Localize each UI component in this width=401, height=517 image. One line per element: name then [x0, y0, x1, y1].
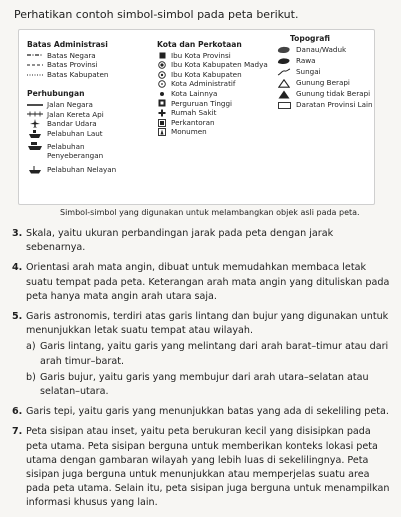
mountain-icon: [276, 90, 292, 99]
legend-row: [276, 89, 373, 100]
item-text: Orientasi arah mata angin, dibuat untuk memudahkan membaca letak suatu tempat pada peta. Keterangan arah mata angin yang dituliskan pada peta hanya mata angin arah utara saja.: [26, 262, 390, 302]
item-text: Garis tepi, yaitu garis yang menunjukkan batas yang ada di sekeliling peta.: [26, 406, 389, 418]
airport-icon: [27, 119, 43, 128]
legend-row: [276, 67, 373, 78]
ring-dot-icon: [157, 71, 167, 79]
item-number: 6.: [12, 406, 23, 418]
legend-row: [27, 129, 116, 140]
legend-label: Ibu Kota Kabupaten: [171, 69, 242, 79]
legend-row: [157, 51, 268, 61]
monument-icon: [157, 128, 167, 136]
item-body: [26, 310, 394, 399]
legend-row: [157, 70, 268, 80]
ferry-port-icon: [27, 142, 43, 151]
legend-row: [157, 127, 268, 137]
batas-title: Batas Administrasi: [27, 40, 108, 49]
legend-row: [157, 60, 268, 70]
legend-label: Batas Kabupaten: [47, 69, 109, 79]
legend-row: [157, 79, 268, 89]
road-icon: [27, 103, 43, 107]
border-regency-icon: [27, 73, 43, 77]
legend-label: Gunung tidak Berapi: [296, 89, 371, 99]
other-province-land-icon: [276, 102, 292, 109]
legend-label: Pelabuhan Nelayan: [47, 164, 117, 174]
legend-row: [157, 118, 268, 128]
list-item: [12, 261, 394, 304]
map-legend-figure: [18, 29, 375, 205]
legend-row: [27, 110, 116, 120]
legend-row: [276, 78, 373, 89]
legend-label: Gunung Berapi: [296, 78, 350, 88]
square-filled-icon: [157, 52, 167, 59]
hospital-icon: [157, 109, 167, 117]
legend-label: Daratan Provinsi Lain: [296, 100, 373, 110]
legend-column-middle: [157, 40, 268, 137]
swamp-icon: [276, 57, 292, 65]
item-number: 4.: [12, 262, 23, 274]
legend-label: Danau/Waduk: [296, 45, 347, 55]
list-item: [12, 227, 394, 255]
legend-row: [27, 51, 116, 61]
office-icon: [157, 119, 167, 127]
legend-row: [27, 100, 116, 110]
legend-label: Monumen: [171, 127, 207, 137]
legend-label: Rumah Sakit: [171, 108, 217, 118]
border-country-icon: [27, 53, 43, 57]
legend-label: Batas Provinsi: [47, 60, 98, 70]
figure-caption: Simbol-simbol yang digunakan untuk melambangkan objek asli pada peta.: [60, 208, 360, 217]
legend-row: [157, 89, 268, 99]
item-number: 3.: [12, 228, 23, 239]
item-text: Skala, yaitu ukuran perbandingan jarak pada peta dengan jarak sebenarnya.: [26, 228, 334, 254]
topografi-title: Topografi: [290, 34, 330, 43]
river-icon: [276, 68, 292, 76]
volcano-icon: [276, 79, 292, 88]
list-item: [12, 310, 394, 399]
perhubungan-title: Perhubungan: [27, 89, 85, 99]
sub-item-text: Garis bujur, yaitu garis yang membujur dari arah utara–selatan atau selatan–utara.: [40, 371, 369, 398]
legend-row: [27, 165, 116, 175]
legend-label: Bandar Udara: [47, 119, 97, 129]
legend-row: [276, 45, 373, 56]
legend-label: Pelabuhan Laut: [47, 129, 103, 139]
item-text: Peta sisipan atau inset, yaitu peta berukuran kecil yang disisipkan pada peta utama. Peta sisipan berguna untuk memberikan konteks lokasi peta utama dengan gambaran wilayah yang lebih luas di sekelilingnya. Peta sisipan juga berguna untuk menunjukkan atau memperjelas suatu area pada peta utama. Selain itu, peta sisipan juga berguna untuk menampilkan informasi khusus yang lain.: [26, 426, 390, 509]
legend-label: Kota Administratif: [171, 79, 236, 89]
legend-label: Ibu Kota Kabupaten Madya: [171, 60, 268, 70]
list-item: [12, 405, 394, 419]
legend-row: [27, 140, 116, 162]
dot-icon: [157, 91, 167, 97]
item-number: 7.: [12, 426, 23, 438]
kota-title: Kota dan Perkotaan: [157, 40, 242, 49]
legend-row: [27, 70, 116, 80]
legend-column-left: [27, 40, 116, 174]
sub-item: [26, 340, 394, 368]
fishing-port-icon: [27, 166, 43, 174]
legend-label: Perkantoran: [171, 117, 215, 127]
seaport-icon: [27, 130, 43, 139]
sub-item-text: Garis lintang, yaitu garis yang melintang dari arah barat–timur atau dari arah timur–barat.: [40, 341, 389, 367]
legend-row: [157, 99, 268, 109]
list-item: [12, 425, 394, 510]
item-number: 5.: [12, 311, 23, 323]
legend-label: Pelabuhan Penyeberangan: [47, 141, 104, 161]
university-icon: [157, 99, 167, 107]
legend-row: [27, 119, 116, 129]
legend-label: Batas Negara: [47, 50, 96, 60]
legend-label: Perguruan Tinggi: [171, 98, 233, 108]
legend-label: Sungai: [296, 67, 321, 77]
railway-icon: [27, 111, 43, 117]
numbered-list: [12, 227, 394, 517]
sub-item: [26, 371, 394, 399]
legend-label: Rawa: [296, 56, 316, 66]
legend-row: [276, 56, 373, 67]
legend-label: Ibu Kota Provinsi: [171, 50, 231, 60]
circle-dot-icon: [157, 80, 167, 88]
sub-item-letter: b): [26, 371, 36, 383]
legend-label: Jalan Negara: [47, 99, 93, 109]
lake-icon: [276, 46, 292, 54]
border-province-icon: [27, 63, 43, 67]
intro-text: Perhatikan contoh simbol-simbol pada peta berikut.: [14, 8, 299, 21]
sub-item-letter: a): [26, 341, 36, 353]
item-text: Garis astronomis, terdiri atas garis lintang dan bujur yang digunakan untuk menunjukkan letak suatu tempat atau wilayah.: [26, 311, 389, 337]
legend-row: [276, 100, 373, 111]
legend-label: Jalan Kereta Api: [47, 109, 104, 119]
legend-row: [157, 108, 268, 118]
legend-row: [27, 60, 116, 70]
legend-column-right: [276, 34, 373, 111]
double-circle-icon: [157, 61, 167, 69]
legend-label: Kota Lainnya: [171, 88, 218, 98]
